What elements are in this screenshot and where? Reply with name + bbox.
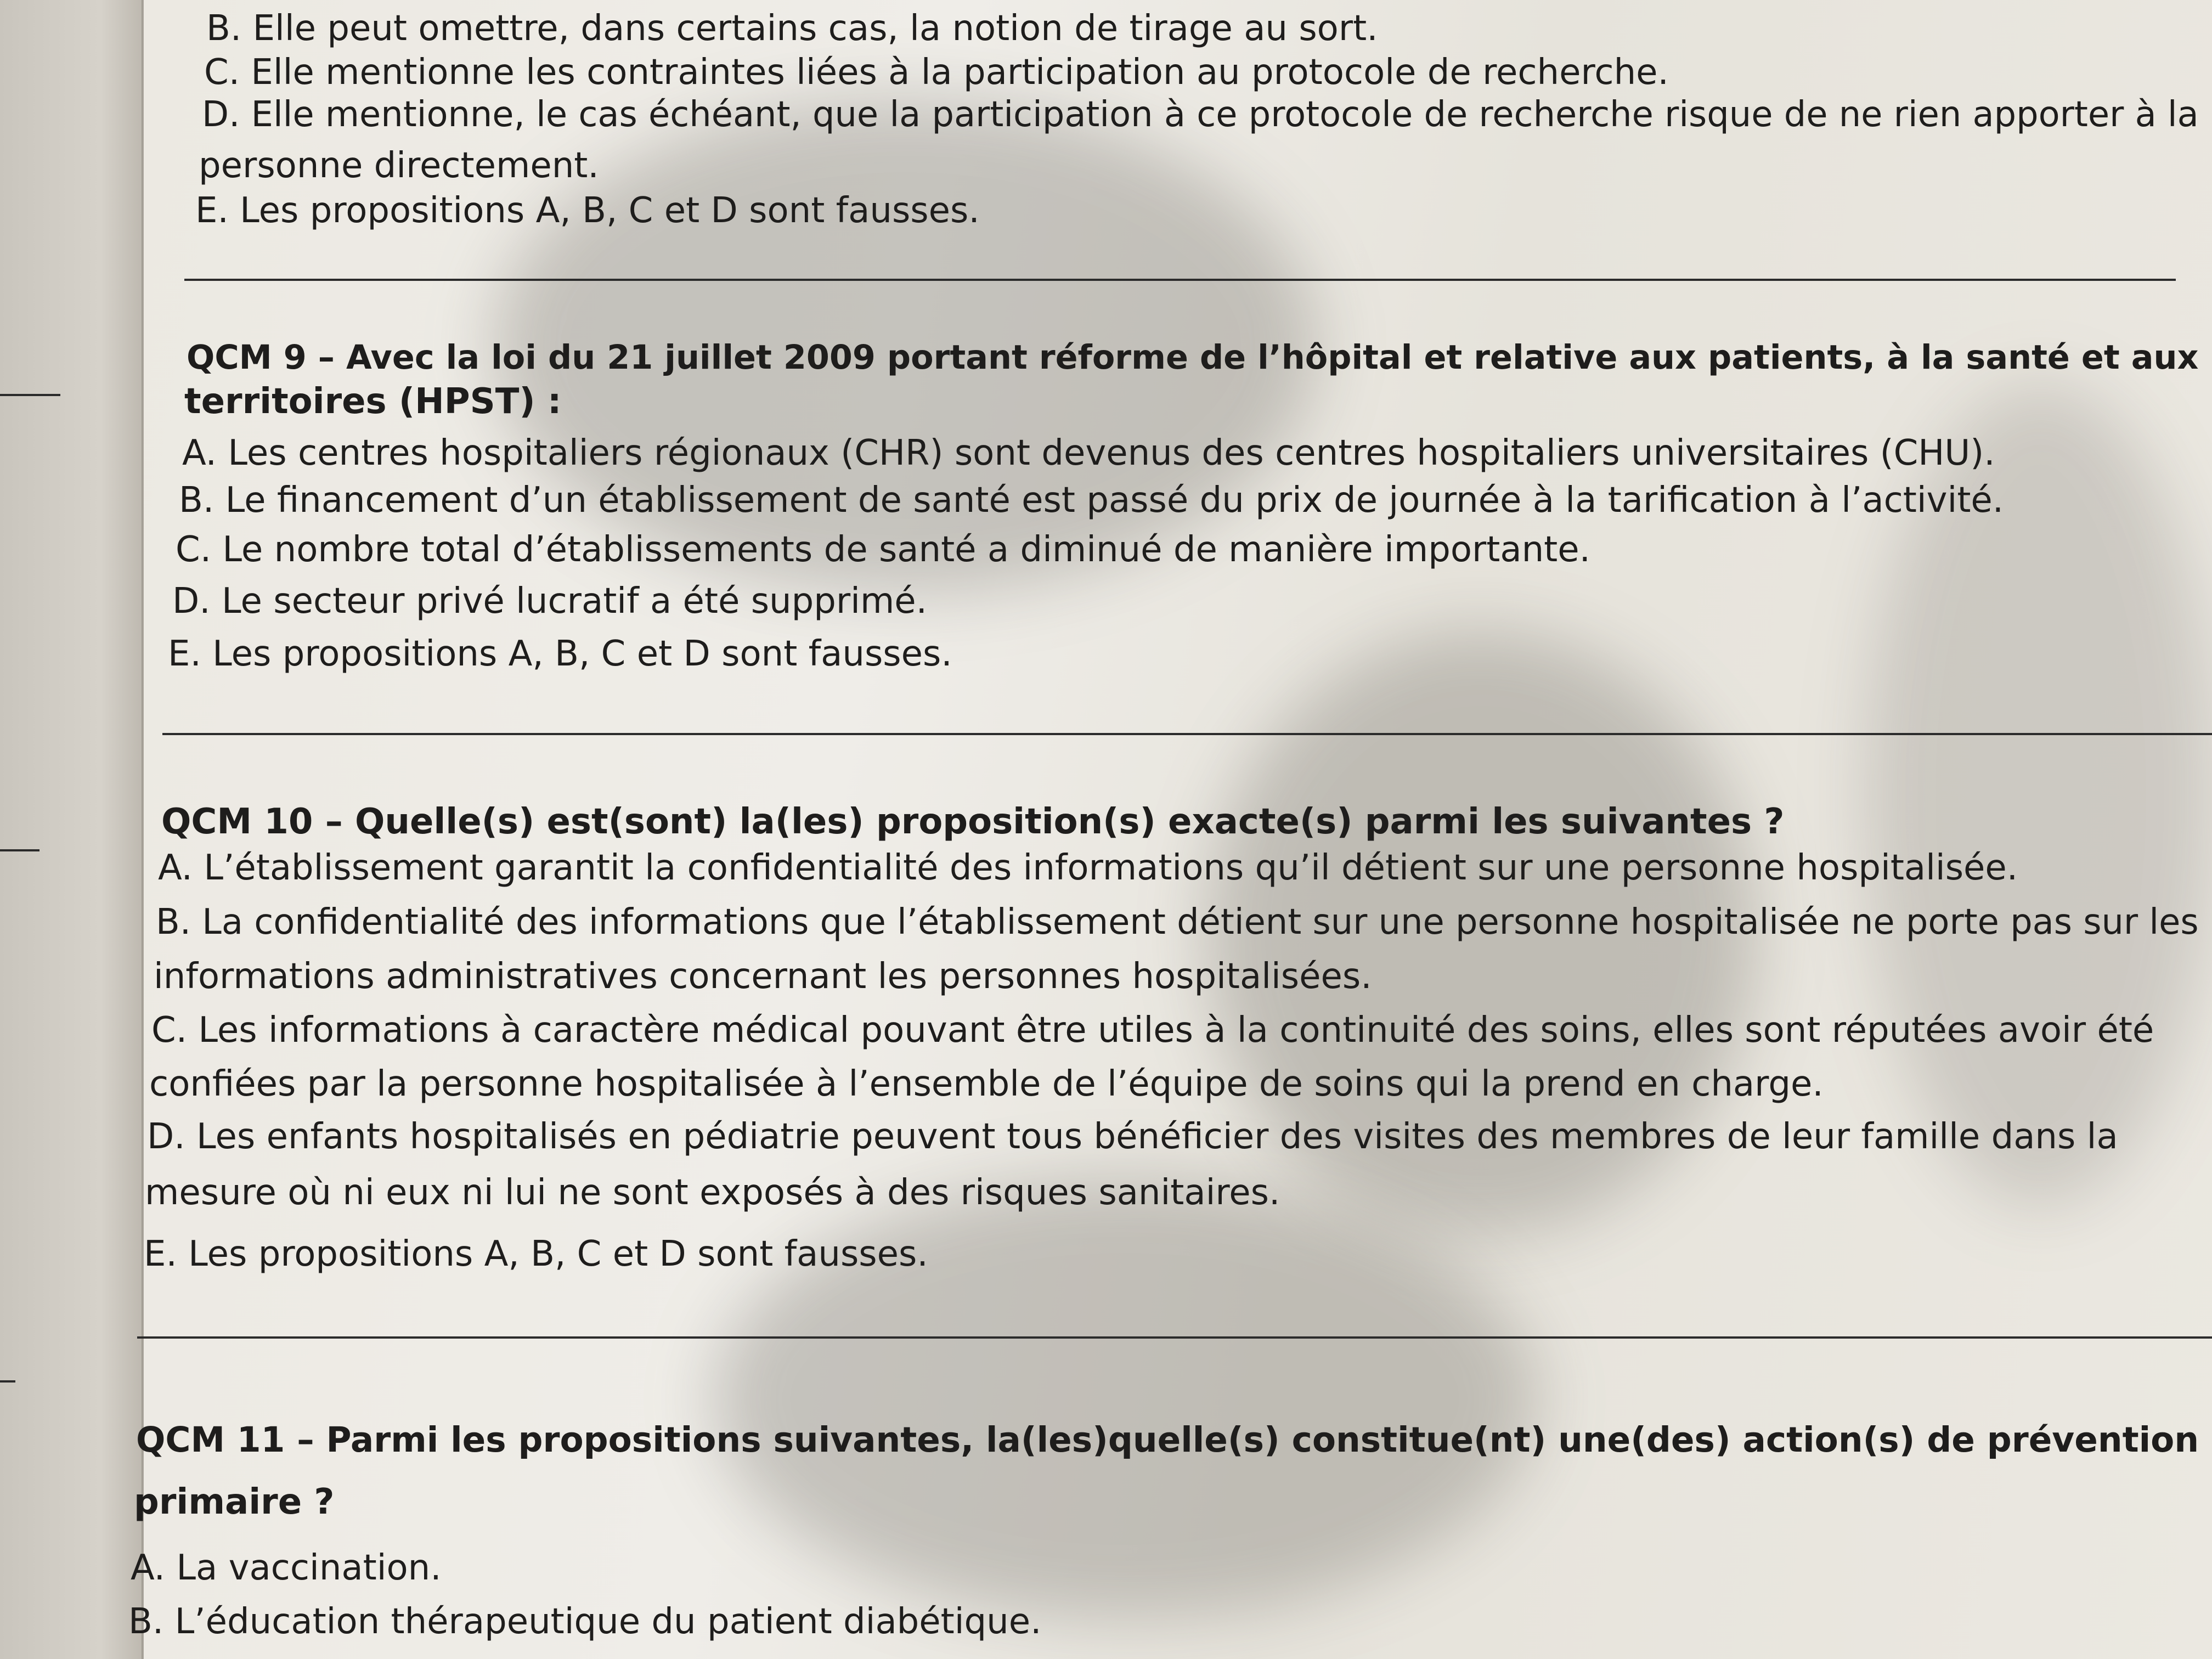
- option-e: E. Les propositions A, B, C et D sont fausses.: [168, 634, 952, 674]
- option-b: B. Elle peut omettre, dans certains cas, la notion de tirage au sort.: [206, 8, 1378, 49]
- question-title: QCM 11 – Parmi les propositions suivantes, la(les)quelle(s) constitue(nt) une(des) action(s) de prévention: [136, 1420, 2199, 1460]
- separator-rule: [162, 733, 2212, 735]
- option-b: B. Le financement d’un établissement de santé est passé du prix de journée à la tarification à l’activité.: [179, 480, 2004, 521]
- option-d: D. Elle mentionne, le cas échéant, que la participation à ce protocole de recherche risque de ne rien apporter à la: [202, 94, 2199, 135]
- option-e: E. Les propositions A, B, C et D sont fausses.: [144, 1234, 928, 1274]
- option-b: B. La confidentialité des informations que l’établissement détient sur une personne hospitalisée ne porte pas sur les: [156, 902, 2199, 943]
- option-d-continued: personne directement.: [199, 145, 599, 186]
- option-c: C. Elle mentionne les contraintes liées à la participation au protocole de recherche.: [204, 52, 1669, 93]
- separator-rule: [184, 279, 2176, 281]
- option-c: C. Le nombre total d’établissements de santé a diminué de manière importante.: [176, 529, 1590, 570]
- option-d: D. Le secteur privé lucratif a été supprimé.: [172, 581, 927, 622]
- option-d-continued: mesure où ni eux ni lui ne sont exposés à des risques sanitaires.: [145, 1172, 1280, 1213]
- option-a: A. La vaccination.: [131, 1548, 442, 1588]
- question-title-continued: primaire ?: [134, 1482, 335, 1522]
- separator-rule: [137, 1336, 2212, 1339]
- option-a: A. Les centres hospitaliers régionaux (CHR) sont devenus des centres hospitaliers universitaires (CHU).: [182, 433, 1995, 473]
- option-e: E. Les propositions A, B, C et D sont fausses.: [195, 190, 980, 231]
- option-c-continued: confiées par la personne hospitalisée à l’ensemble de l’équipe de soins qui la prend en charge.: [149, 1064, 1824, 1104]
- option-d: D. Les enfants hospitalisés en pédiatrie peuvent tous bénéficier des visites des membres de leur famille dans la: [147, 1116, 2118, 1157]
- question-title: QCM 9 – Avec la loi du 21 juillet 2009 portant réforme de l’hôpital et relative aux patients, à la santé et aux: [187, 338, 2199, 377]
- question-title: QCM 10 – Quelle(s) est(sont) la(les) proposition(s) exacte(s) parmi les suivantes ?: [161, 802, 1785, 842]
- option-b: B. L’éducation thérapeutique du patient diabétique.: [128, 1601, 1042, 1642]
- question-title-continued: territoires (HPST) :: [184, 381, 562, 422]
- option-b-continued: informations administratives concernant les personnes hospitalisées.: [154, 956, 1372, 997]
- option-c: C. Les informations à caractère médical pouvant être utiles à la continuité des soins, elles sont réputées avoir été: [151, 1010, 2154, 1051]
- option-a: A. L’établissement garantit la confidentialité des informations qu’il détient sur une personne hospitalisée.: [158, 848, 2018, 888]
